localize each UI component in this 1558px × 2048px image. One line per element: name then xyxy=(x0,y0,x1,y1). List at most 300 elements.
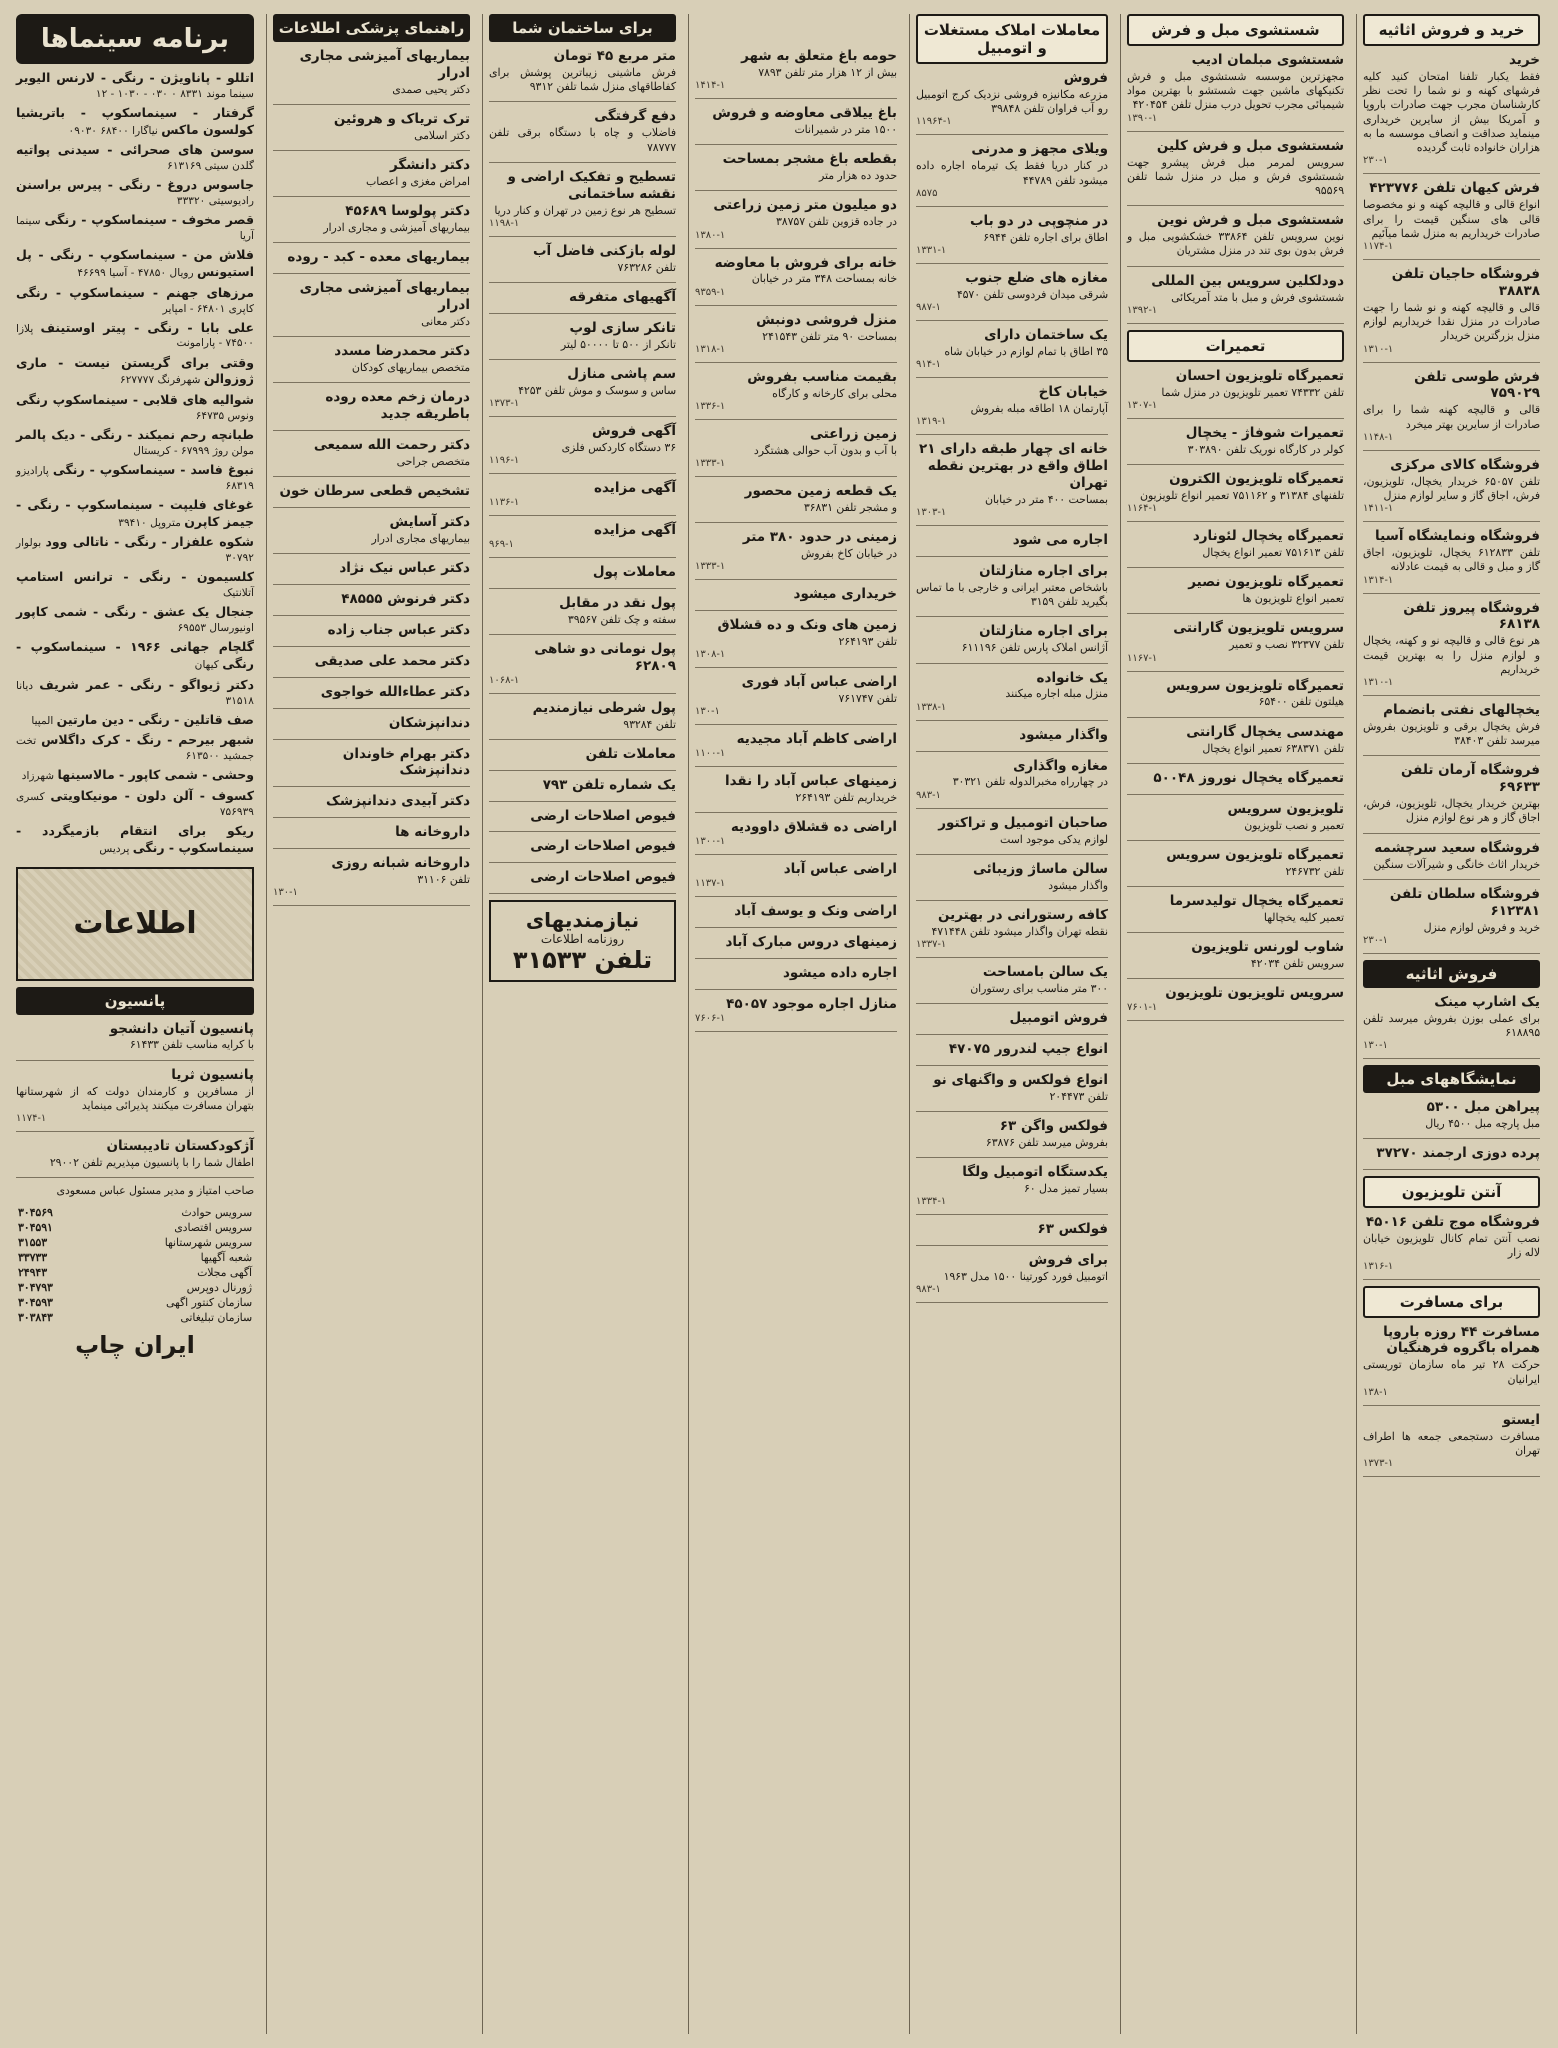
cinema-listing xyxy=(16,212,254,243)
ad-code: ۱۳۳۱-۱ xyxy=(916,244,947,256)
ad-title: شستشوی مبل و فرش کلین xyxy=(1156,137,1344,154)
ad-code: ۱۱۹۶۴-۱ xyxy=(916,116,952,128)
cinema-listing xyxy=(16,788,254,819)
ad-title: اراضی ونک و یوسف آباد xyxy=(734,903,897,920)
film-title: کلسیمون - رنگی - ترانس استامپ xyxy=(16,569,254,585)
film-title: کسوف - آلن دلون - مونیکاویتی xyxy=(50,788,255,804)
ad-separator xyxy=(489,693,676,694)
film-title: ریکو برای انتقام بازمیگردد - سینماسکوپ - رنگی xyxy=(16,823,254,855)
ad-title: حومه باغ متعلق به شهر xyxy=(741,48,897,64)
ad-title: فروشگاه موج تلفن ۴۵۰۱۶ xyxy=(1365,1214,1540,1231)
ad-title: بیماریهای آمیزشی مجاری ادرار xyxy=(299,48,470,81)
ad-title: دکتر عباس جناب زاده xyxy=(327,622,470,638)
ad-separator xyxy=(1127,266,1344,267)
classified-ad xyxy=(1363,1099,1540,1131)
ad-code: ۱۳۱۰-۱ xyxy=(1363,343,1394,355)
ad-body: خانه بمساحت ۳۴۸ متر در خیابان xyxy=(751,272,897,286)
classified-ad xyxy=(695,965,897,982)
classified-ad xyxy=(1127,985,1344,1013)
ad-title: دکتر رحمت الله سمیعی xyxy=(313,437,470,454)
phone-directory xyxy=(16,1205,254,1325)
ad-separator xyxy=(1363,879,1540,880)
cinema-showtimes: سینما موند ۸۳۳۱ ۰ ۰۳۰ - ۱۰۳۰ - ۱۲ xyxy=(95,87,254,100)
ad-separator xyxy=(1363,450,1540,451)
ad-title: فروشگاه سلطان تلفن ۶۱۲۳۸۱ xyxy=(1389,885,1540,919)
ad-code: ۱۴۱۱-۱ xyxy=(1363,503,1394,515)
cinema-listing xyxy=(16,677,254,708)
ad-title: فولکس ۶۳ xyxy=(1037,1221,1108,1238)
ad-title: اراضی کاظم آباد مجیدیه xyxy=(736,731,897,748)
ad-body: دکتر اسلامی xyxy=(414,128,470,142)
classified-ad xyxy=(273,48,470,97)
classified-ad xyxy=(489,423,676,466)
ad-separator xyxy=(489,416,676,417)
ad-title: خیابان کاخ xyxy=(1038,384,1108,401)
ad-code: ۱۴۱۴-۱ xyxy=(695,80,726,92)
ad-body: هر نوع قالی و قالیچه نو و کهنه، یخچال و لوازم منزل را به بهترین قیمت خریداریم xyxy=(1363,634,1540,676)
ad-title: تعمیرگاه یخچال لئونارد xyxy=(1192,528,1344,545)
column-furniture-trade xyxy=(1356,14,1546,2034)
ad-title: داروخانه شبانه روزی xyxy=(331,855,470,871)
cinema-showtimes: کیهان xyxy=(194,659,219,671)
classified-ad xyxy=(273,622,470,639)
ad-body: فرش یخچال برقی و تلویزیون بفروش میرسد تلفن ۳۸۴۰۳ xyxy=(1363,719,1540,748)
ad-code: ۱۳۳۷-۱ xyxy=(916,939,947,950)
ad-body: در خیابان کاخ بفروش xyxy=(801,547,897,560)
classified-ad xyxy=(1363,840,1540,872)
classified-ad xyxy=(1363,994,1540,1051)
ads-list xyxy=(1363,52,1540,954)
ad-body: بمساحت ۹۰ متر تلفن ۲۴۱۵۴۳ xyxy=(762,329,897,343)
classified-ad xyxy=(916,727,1108,744)
classified-ad xyxy=(1363,266,1540,355)
ad-body: واگذار میشود xyxy=(1048,878,1108,892)
ad-title: زمینهای عباس آباد را نقدا xyxy=(724,773,897,790)
directory-row xyxy=(16,1205,254,1220)
ads-list xyxy=(16,1021,254,1179)
cinema-listing xyxy=(16,142,254,173)
ad-body: نصب آنتن تمام کانال تلویزیون خیابان لاله زار xyxy=(1363,1232,1540,1260)
film-title: گرفتار - سینماسکوپ - باتریشیا کولسون ماکس xyxy=(16,104,254,137)
directory-number: ۲۴۹۴۳ xyxy=(18,1266,47,1280)
ad-separator xyxy=(1127,794,1344,795)
ad-separator xyxy=(916,1214,1108,1215)
ad-separator xyxy=(489,893,676,894)
ad-title: فولکس واگن ۶۳ xyxy=(999,1118,1108,1134)
classified-ad xyxy=(916,964,1108,996)
ad-separator xyxy=(489,101,676,102)
classified-ad xyxy=(489,108,676,154)
classified-ad xyxy=(1127,893,1344,925)
ad-separator xyxy=(916,377,1108,378)
ad-separator xyxy=(1127,323,1344,324)
classified-ad xyxy=(916,623,1108,655)
directory-row xyxy=(16,1235,254,1250)
ad-title: پول شرطی نیازمندیم xyxy=(532,699,676,716)
classified-ad xyxy=(695,586,897,603)
ad-separator xyxy=(1363,1058,1540,1059)
directory-label: سازمان کنتور اگهی xyxy=(166,1296,252,1310)
ad-body: تانکر از ۵۰۰ تا ۵۰۰۰۰ لیتر xyxy=(560,337,676,351)
ad-code: ۱۳۱۶-۱ xyxy=(1363,1260,1394,1272)
ad-separator xyxy=(695,854,897,855)
ad-code: ۹۳۵۹-۱ xyxy=(695,286,726,298)
directory-number: ۳۰۴۵۶۹ xyxy=(18,1206,53,1220)
classified-ad xyxy=(16,1021,254,1053)
ad-body: با کرایه مناسب تلفن ۶۱۴۳۳ xyxy=(129,1038,254,1052)
ads-list xyxy=(1363,1324,1540,1478)
ad-body: اطفال شما را با پانسیون مپذیریم تلفن ۲۹۰۰۲ xyxy=(49,1155,254,1169)
column-real-estate-auto xyxy=(909,14,1114,2034)
ad-body: محلی برای کارخانه و کارگاه xyxy=(772,386,897,400)
ad-title: پول نومانی دو شاهی ۶۲۸۰۹ xyxy=(534,640,676,674)
ad-separator xyxy=(1363,1138,1540,1139)
newspaper-logo: اطلاعات xyxy=(16,867,254,981)
ad-body: مجهزترین موسسه شستشوی مبل و فرش تکنیکهای ماشین جهت شستشو با بهترین مواد شیمیائی مجرب تحویل درب منزل تلفن ۴۲۰۴۵۴ xyxy=(1127,69,1344,112)
classified-ad xyxy=(695,996,897,1024)
ad-separator xyxy=(916,134,1108,135)
ad-separator xyxy=(695,927,897,928)
ad-separator xyxy=(1363,362,1540,363)
ad-body: سفته و چک تلفن ۳۹۵۶۷ xyxy=(567,612,676,626)
classified-ad xyxy=(695,773,897,805)
ad-title: برای اجاره منازلتان xyxy=(979,623,1108,640)
ad-title: یخچالهای نفتی بانضمام xyxy=(1383,702,1540,718)
ad-title: دکتر محمدرضا مسدد xyxy=(334,343,470,360)
ads-list xyxy=(1363,994,1540,1059)
directory-row xyxy=(16,1265,254,1280)
ad-title: دکتر فرنوش ۴۸۵۵۵ xyxy=(341,591,470,608)
ad-body: تلفن ۷۴۳۳۲ تعمیر تلویزیون در منزل شما xyxy=(1161,385,1344,399)
ad-body: آژانس املاک پارس تلفن ۶۱۱۱۹۶ xyxy=(961,641,1108,655)
ad-code: ۲۳۰-۱ xyxy=(1363,155,1388,167)
ad-body: فرش ماشینی زیباترین پوشش برای کفاطاقهای منزل شما تلفن ۹۳۱۲ xyxy=(489,65,676,94)
ad-title: بقیمت مناسب بفروش xyxy=(747,368,897,385)
ad-code: ۱۳۰۷-۱ xyxy=(1127,399,1158,411)
ad-title: فیوص اصلاحات ارضی xyxy=(530,838,676,855)
classified-ad xyxy=(1127,847,1344,879)
ad-title: منزل فروشی دونبش xyxy=(756,311,897,328)
classified-ad xyxy=(273,203,470,235)
ad-separator xyxy=(1363,1476,1540,1477)
ad-separator xyxy=(1363,833,1540,834)
ad-title: بیماریهای آمیزشی مجاری ادرار xyxy=(299,280,470,314)
ad-separator xyxy=(489,162,676,163)
ad-title: تعمیرگاه یخچال تولیدسرما xyxy=(1169,892,1344,909)
ad-separator xyxy=(916,720,1108,721)
ad-separator xyxy=(1127,567,1344,568)
film-title: دکتر ژیواگو - رنگی - عمر شریف xyxy=(39,676,254,692)
classified-ad xyxy=(916,861,1108,893)
classified-ad xyxy=(489,289,676,306)
framed-subtitle: روزنامه اطلاعات xyxy=(540,932,625,947)
section-header-repairs: تعمیرات xyxy=(1127,330,1344,362)
ad-title: زمین زراعتی xyxy=(809,425,897,442)
classified-ad xyxy=(1363,1145,1540,1162)
ad-separator xyxy=(916,434,1108,435)
ad-separator xyxy=(16,1131,254,1132)
ad-title: آگهی مزایده xyxy=(594,480,676,497)
ad-code: ۱۱۷۴-۱ xyxy=(1363,241,1394,252)
ad-body: متخصص جراحی xyxy=(396,455,470,468)
ad-body: مسافرت دستجمعی جمعه ها اطراف تهران xyxy=(1363,1429,1540,1457)
ad-title: پیراهن مبل ۵۳۰۰ xyxy=(1426,1099,1540,1116)
ad-separator xyxy=(273,382,470,383)
cinema-showtimes: اونیورسال ۶۹۵۵۳ xyxy=(177,622,254,635)
ad-separator xyxy=(916,854,1108,855)
ad-separator xyxy=(695,667,897,668)
classified-ad xyxy=(1363,600,1540,689)
film-title: وحشی - شمی کاپور - مالاسینها xyxy=(57,767,254,783)
ad-body: ۳۶ دستگاه کاردکس فلزی xyxy=(561,440,676,454)
classified-ad xyxy=(1363,1214,1540,1271)
ad-separator xyxy=(695,1031,897,1032)
ad-separator xyxy=(489,473,676,474)
ad-code: ۱۳۹۲-۱ xyxy=(1127,304,1158,316)
directory-number: ۳۳۷۳۳ xyxy=(18,1251,47,1265)
ad-title: ایستو xyxy=(1502,1411,1540,1428)
directory-row xyxy=(16,1310,254,1325)
ad-separator xyxy=(916,663,1108,664)
ad-code: ۱۱۶۴-۱ xyxy=(1127,503,1158,515)
film-title: علی بابا - رنگی - پیتر اوستینف xyxy=(40,319,254,335)
ad-body: اطاق برای اجاره تلفن ۶۹۴۴ xyxy=(983,230,1108,244)
ad-body: تلفن ۲۰۴۴۷۳ xyxy=(1049,1089,1108,1103)
ad-code: ۱۳۳۳-۱ xyxy=(695,458,726,469)
classified-ad xyxy=(273,855,470,898)
ad-title: خرید xyxy=(1509,52,1540,68)
classified-ad xyxy=(1363,52,1540,166)
ad-body: تلفن ۲۴۶۷۳۲ xyxy=(1285,864,1344,878)
ad-code: ۱۱۴۸-۱ xyxy=(1363,431,1394,443)
ad-body: بسیار تمیز مدل ۶۰ xyxy=(1023,1182,1108,1195)
ad-title: زمینی در حدود ۳۸۰ متر xyxy=(742,529,897,546)
film-title: شبهر بیرحم - رنگ - کرک داگلاس xyxy=(41,732,254,748)
ad-separator xyxy=(916,616,1108,617)
cinema-listing xyxy=(16,285,254,316)
classified-ad xyxy=(16,1067,254,1124)
classified-ad xyxy=(1127,620,1344,663)
ad-body: حدود ده هزار متر xyxy=(819,169,897,183)
ad-code: ۱۳۰-۱ xyxy=(273,887,298,899)
classified-ad xyxy=(489,746,676,763)
ad-separator xyxy=(695,305,897,306)
classified-ad xyxy=(916,327,1108,370)
ad-separator xyxy=(489,282,676,283)
ad-separator xyxy=(1127,763,1344,764)
ad-title: شاوب لورنس تلویزیون xyxy=(1191,939,1344,955)
ad-title: دکتر محمد علی صدیقی xyxy=(314,652,470,669)
ad-title: تعمیرگاه تلویزیون احسان xyxy=(1175,367,1344,384)
classified-ad xyxy=(916,670,1108,713)
ad-body: تلفن ۶۳۸۳۷۱ تعمیر انواع یخچال xyxy=(1202,741,1344,755)
directory-number: ۳۰۳۸۴۳ xyxy=(18,1311,53,1325)
ad-code: ۱۱۰۰-۱ xyxy=(695,748,726,760)
section-header-building: برای ساختمان شما xyxy=(489,14,676,42)
film-title: وقتی برای گریستن نیست - ماری ژوزوالن xyxy=(16,354,254,387)
cinema-listing xyxy=(16,247,254,281)
ad-body: خرید و فروش لوازم منزل xyxy=(1423,920,1540,934)
film-title: نبوغ فاسد - سینماسکوپ - رنگی xyxy=(52,462,254,477)
ad-separator xyxy=(273,336,470,337)
ad-title: انواع فولکس و واگنهای نو xyxy=(933,1071,1108,1088)
classified-ad xyxy=(489,808,676,825)
classified-ad xyxy=(695,369,897,412)
ad-body: لوازم یدکی موجود است xyxy=(1000,832,1108,846)
classified-ad xyxy=(1127,801,1344,833)
ad-title: داروخانه ها xyxy=(395,824,470,841)
ad-separator xyxy=(16,1177,254,1178)
ad-separator xyxy=(695,579,897,580)
classified-ad xyxy=(489,169,676,229)
ad-separator xyxy=(1127,418,1344,419)
classified-ad xyxy=(1127,678,1344,710)
ad-separator xyxy=(1127,886,1344,887)
ad-separator xyxy=(1127,1020,1344,1021)
ad-body: اتومبیل فورد کورتینا ۱۵۰۰ مدل ۱۹۶۳ xyxy=(943,1270,1108,1283)
ad-separator xyxy=(489,862,676,863)
ad-body: با آب و بدون آب حوالی هشتگرد xyxy=(753,443,897,457)
classified-ad xyxy=(273,389,470,423)
ad-code: ۱۱۶۷-۱ xyxy=(1127,652,1158,664)
cinema-showtimes: شهرفرنگ ۶۲۷۷۷۷ xyxy=(120,374,201,387)
ad-separator xyxy=(489,634,676,635)
ad-separator xyxy=(273,150,470,151)
ad-separator xyxy=(489,236,676,237)
ad-separator xyxy=(916,1034,1108,1035)
section-header-furniture-exhibit: نمایشگاههای مبل xyxy=(1363,1065,1540,1093)
ad-title: سرویس تلویزیون گارانتی xyxy=(1173,620,1344,637)
cinema-listing xyxy=(16,462,254,493)
classified-ad xyxy=(695,674,897,717)
classified-ad xyxy=(695,861,897,889)
ad-code: ۱۳۸-۱ xyxy=(1363,1386,1388,1398)
ad-separator xyxy=(273,476,470,477)
ad-separator xyxy=(695,958,897,959)
film-title: قصر مخوف - سینماسکوپ - رنگی xyxy=(44,212,255,228)
section-header-real-estate: معاملات املاک مستغلات و اتومبیل xyxy=(916,14,1108,64)
ad-title: دکتر عباس نیک نژاد xyxy=(339,560,470,577)
ad-separator xyxy=(695,419,897,420)
ad-separator xyxy=(273,273,470,274)
ad-title: باغ ییلاقی معاوضه و فروش xyxy=(712,105,897,122)
cinema-listing xyxy=(16,320,254,351)
ad-separator xyxy=(695,989,897,990)
section-header-travel: برای مسافرت xyxy=(1363,1286,1540,1318)
ad-title: یک ساختمان دارای xyxy=(984,327,1108,343)
classified-ad xyxy=(16,1138,254,1170)
film-title: سوسن های صحرائی - سیدنی پواتیه xyxy=(16,142,254,158)
directory-row xyxy=(16,1220,254,1235)
ad-title: خانه برای فروش با معاوضه xyxy=(714,254,897,271)
ad-title: دکتر عطاءالله خواجوی xyxy=(320,683,470,700)
classified-ad xyxy=(695,731,897,759)
classified-ad xyxy=(916,384,1108,427)
classified-ad xyxy=(916,70,1108,127)
ad-title: بیماریهای معده - کبد - روده xyxy=(287,249,470,266)
classified-ad xyxy=(273,824,470,841)
publisher-info xyxy=(16,1184,254,1198)
ad-title: درمان زخم معده روده باطریقه جدید xyxy=(325,389,470,423)
printer-name: ایران چاپ xyxy=(75,1331,195,1360)
ad-title: آژکودکستان تادیبستان xyxy=(106,1138,254,1155)
ad-code: ۱۳۷۳-۱ xyxy=(1363,1458,1394,1470)
cinema-listing xyxy=(16,355,254,389)
classified-ad xyxy=(1363,369,1540,443)
classified-ad xyxy=(273,280,470,329)
ad-title: یک اشارپ مینک xyxy=(1434,993,1540,1010)
classified-ad xyxy=(1363,762,1540,825)
classified-ad xyxy=(273,157,470,189)
classified-ad xyxy=(916,815,1108,847)
classified-ad xyxy=(1363,528,1540,585)
ad-code: ۱۱۳۷-۱ xyxy=(695,878,726,890)
classified-ad xyxy=(695,197,897,240)
ad-body: تعمیر و نصب تلویزیون xyxy=(1244,818,1344,832)
ad-separator xyxy=(916,525,1108,526)
ad-title: خانه ای چهار طبقه دارای ۲۱ اطاق واقع در بهترین نقطه تهران xyxy=(919,441,1108,491)
ad-separator xyxy=(273,848,470,849)
ad-title: پانسیون ثریا xyxy=(171,1066,254,1083)
column-real-estate xyxy=(688,14,903,2034)
ad-separator xyxy=(489,739,676,740)
classified-ad xyxy=(695,529,897,572)
ad-title: پانسیون آتیان دانشجو xyxy=(109,1020,254,1037)
ad-body: تلفن ۲۶۴۱۹۳ xyxy=(838,635,897,648)
column-medical-guide xyxy=(266,14,476,2034)
ad-title: شستشوی مبلمان ادیب xyxy=(1191,52,1344,68)
ad-title: تسطیح و تفکیک اراضی و نقشه ساختمانی xyxy=(507,168,676,202)
film-title: گلچام جهانی ۱۹۶۶ - سینماسکوپ - رنگی xyxy=(16,639,254,671)
classified-ad xyxy=(273,514,470,546)
film-title: اتللو - پاناویژن - رنگی - لارنس الیویر xyxy=(16,70,254,85)
ad-separator xyxy=(916,320,1108,321)
ad-title: شستشوی مبل و فرش نوین xyxy=(1157,212,1344,229)
classified-ad xyxy=(1127,368,1344,411)
ad-title: معاملات تلفن xyxy=(585,745,676,762)
cinema-showtimes: کاپری ۶۴۸۰۱ - امپایر xyxy=(162,302,254,315)
ad-code: ۱۱۳۶-۱ xyxy=(489,497,520,508)
classified-ad xyxy=(1127,52,1344,124)
classified-ad xyxy=(489,777,676,794)
classified-ad xyxy=(695,255,897,298)
ad-title: اراضی عباس آباد فوری xyxy=(741,674,897,691)
ad-title: تعمیرات شوفاژ - یخچال xyxy=(1185,424,1344,441)
ad-separator xyxy=(489,313,676,314)
classified-ad xyxy=(1127,528,1344,560)
ad-separator xyxy=(695,190,897,191)
film-title: غوغای فلیپت - سینماسکوپ - رنگی - جیمز کاپرن xyxy=(16,496,254,529)
ad-body: تلفن ۹۳۲۸۴ xyxy=(623,717,676,731)
ad-title: فروشگاه کالای مرکزی xyxy=(1390,456,1540,473)
directory-label: ژورنال دوپرس xyxy=(186,1281,252,1295)
cinema-showtimes: دیانا ۳۱۵۱۸ xyxy=(16,679,254,707)
ad-separator xyxy=(1363,755,1540,756)
classified-ad xyxy=(916,270,1108,313)
ad-title: تانکر سازی لوپ xyxy=(569,319,676,336)
classified-ad xyxy=(273,793,470,810)
ad-title: فرش کیهان تلفن ۴۲۳۷۷۶ xyxy=(1369,180,1540,197)
ad-title: صاحبان اتومبیل و تراکتور xyxy=(938,814,1108,831)
ad-separator xyxy=(916,1065,1108,1066)
ads-list xyxy=(273,48,470,906)
ad-code: ۱۳۱۹-۱ xyxy=(916,416,947,428)
ad-body: هیلتون تلفن ۶۵۴۰۰ xyxy=(1258,695,1344,709)
ad-title: فرش طوسی تلفن ۷۵۹۰۲۹ xyxy=(1414,368,1540,402)
ad-code: ۱۱۷۴-۱ xyxy=(16,1113,47,1125)
classified-ad xyxy=(916,563,1108,609)
classified-ad xyxy=(916,907,1108,950)
